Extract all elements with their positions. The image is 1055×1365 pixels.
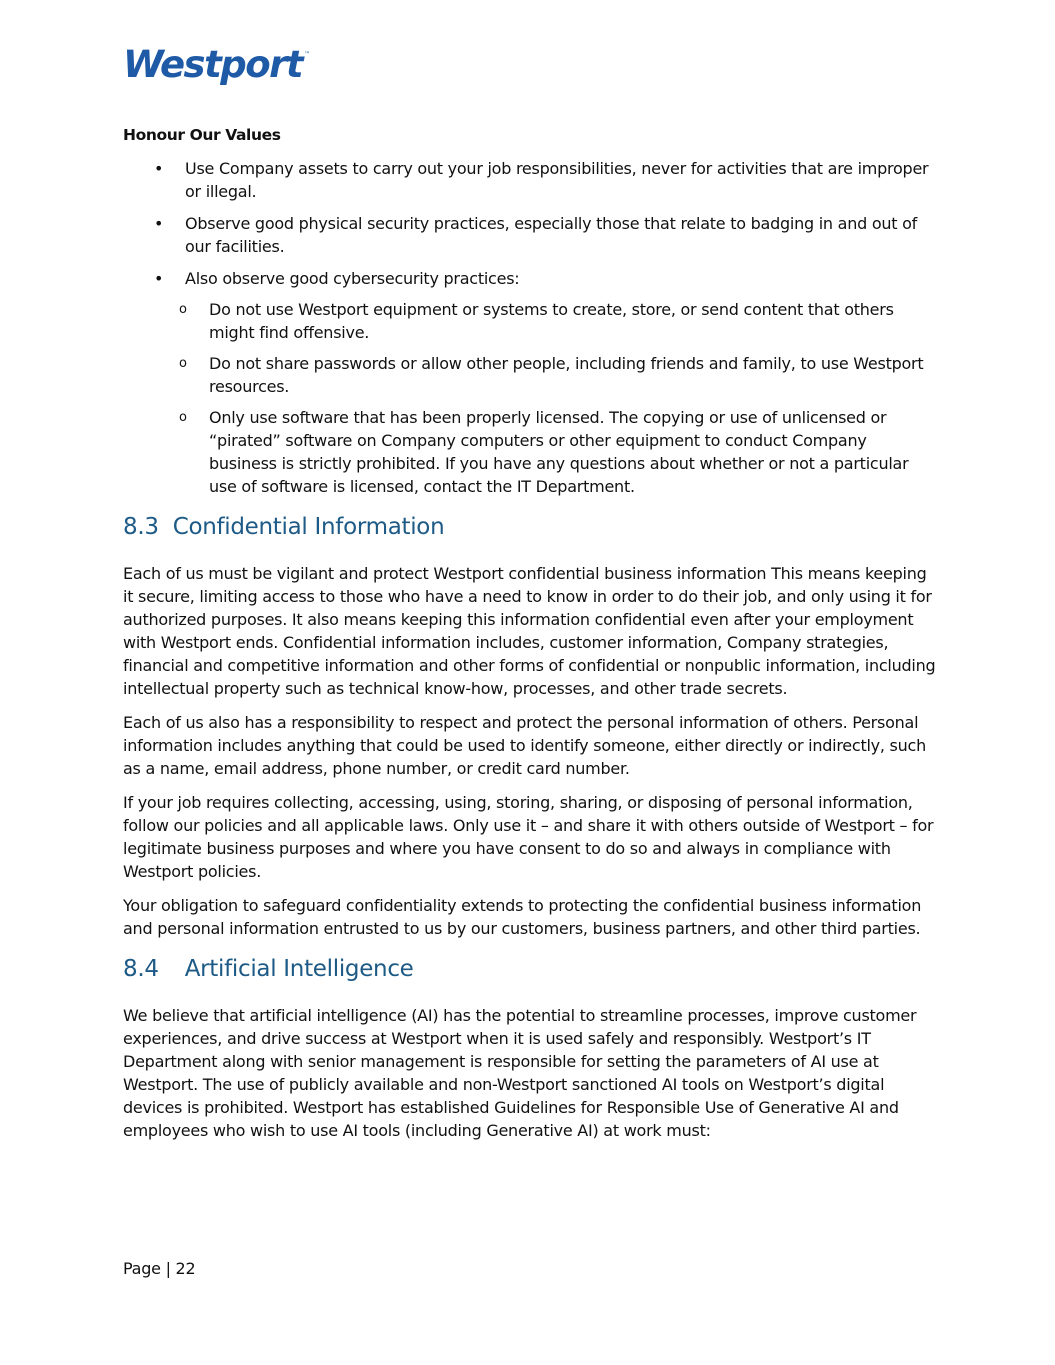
circle-bullet-icon: o bbox=[179, 356, 187, 371]
section-number: 8.3 bbox=[123, 514, 159, 540]
list-item bbox=[123, 157, 938, 203]
values-list bbox=[123, 157, 938, 498]
bullet-icon: • bbox=[154, 214, 164, 233]
bullet-icon: • bbox=[154, 159, 164, 178]
values-heading: Honour Our Values bbox=[123, 126, 281, 144]
sub-list-item bbox=[179, 352, 938, 398]
section-number: 8.4 bbox=[123, 956, 159, 982]
westport-logo bbox=[123, 43, 311, 86]
paragraph: If your job requires collecting, accessing, using, storing, sharing, or disposing of personal information, follow our policies and all applicable laws. Only use it – and share it with others outside of Westport – for legitimate business purposes and where you have consent to do so and always in compliance with Westport policies. bbox=[123, 793, 934, 881]
bullet-icon: • bbox=[154, 269, 164, 288]
section-title: Artificial Intelligence bbox=[184, 956, 414, 982]
sub-list-item-text: Do not share passwords or allow other people, including friends and family, to use Westport resources. bbox=[209, 354, 924, 396]
sub-list-item bbox=[179, 406, 938, 498]
section-8-3-heading bbox=[123, 512, 938, 542]
list-item-text: Use Company assets to carry out your job responsibilities, never for activities that are improper or illegal. bbox=[185, 159, 929, 201]
sub-list-item-text: Only use software that has been properly licensed. The copying or use of unlicensed or “pirated” software on Company computers or other equipment to conduct Company business is strictly prohibited. If you have any questions about whether or not a particular use of software is licensed, contact the IT Department. bbox=[209, 408, 909, 496]
list-item-text: Observe good physical security practices, especially those that relate to badging in and out of our facilities. bbox=[185, 214, 918, 256]
sub-list-item-text: Do not use Westport equipment or systems to create, store, or send content that others might find offensive. bbox=[209, 300, 894, 342]
page-content bbox=[123, 124, 938, 1153]
logo-trademark: ™ bbox=[304, 51, 311, 58]
logo-wordmark: Westport bbox=[123, 43, 303, 86]
section-title: Confidential Information bbox=[172, 514, 445, 540]
list-item bbox=[123, 267, 938, 498]
paragraph: Each of us must be vigilant and protect Westport confidential business information This means keeping it secure, limiting access to those who have a need to know in order to do their job, and only using it for authorized purposes. It also means keeping this information confidential even after your employment with Westport ends. Confidential information includes, customer information, Company strategies, financial and competitive information and other forms of confidential or nonpublic information, including intellectual property such as technical know-how, processes, and other trade secrets. bbox=[123, 564, 936, 698]
list-item bbox=[123, 212, 938, 258]
list-item-text: Also observe good cybersecurity practices: bbox=[185, 269, 520, 288]
circle-bullet-icon: o bbox=[179, 302, 187, 317]
sub-list-item bbox=[179, 298, 938, 344]
paragraph: We believe that artificial intelligence (AI) has the potential to streamline processes, improve customer experiences, and drive success at Westport when it is used safely and responsibly. Westport’s IT Department along with senior management is responsible for setting the parameters of AI use at Westport. The use of publicly available and non-Westport sanctioned AI tools on Westport’s digital devices is prohibited. Westport has established Guidelines for Responsible Use of Generative AI and employees who wish to use AI tools (including Generative AI) at work must: bbox=[123, 1006, 917, 1140]
paragraph: Each of us also has a responsibility to respect and protect the personal information of others. Personal information includes anything that could be used to identify someone, either directly or indirectly, such as a name, email address, phone number, or credit card number. bbox=[123, 713, 926, 778]
page-number: Page | 22 bbox=[123, 1259, 196, 1278]
circle-bullet-icon: o bbox=[179, 410, 187, 425]
section-8-4-heading bbox=[123, 954, 938, 984]
cybersecurity-sublist bbox=[179, 298, 938, 498]
paragraph: Your obligation to safeguard confidentiality extends to protecting the confidential business information and personal information entrusted to us by our customers, business partners, and other third parties. bbox=[123, 896, 922, 938]
